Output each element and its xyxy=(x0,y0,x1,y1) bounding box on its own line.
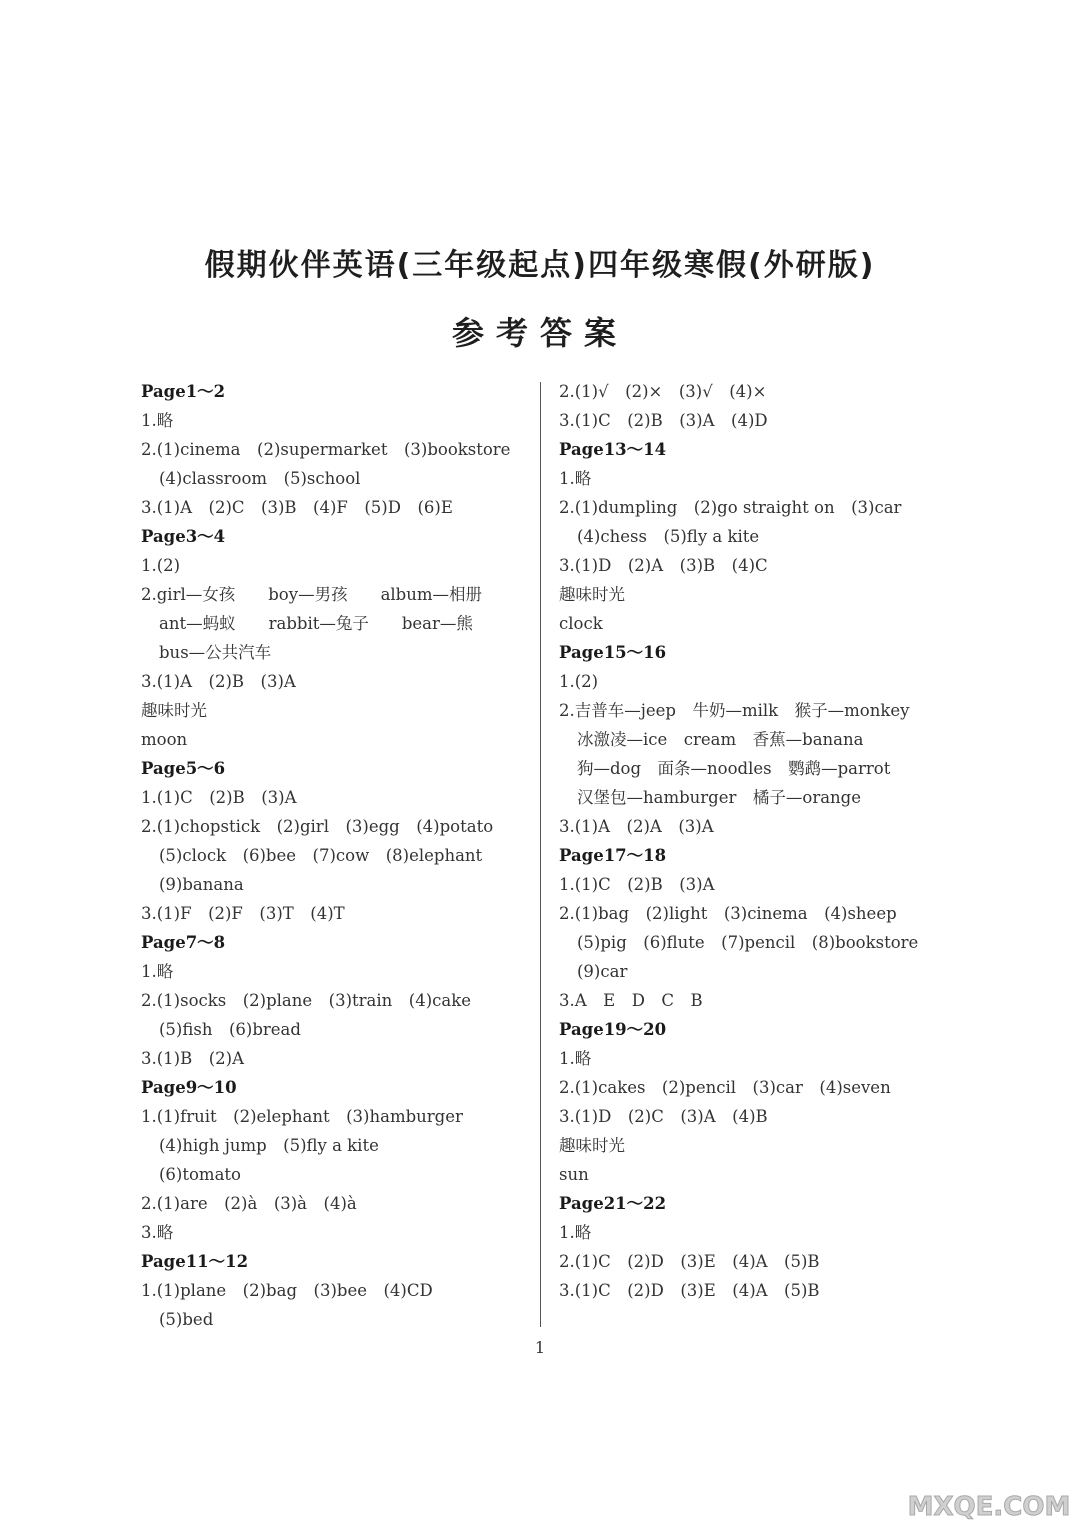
section-heading: Page17～18 xyxy=(559,846,667,865)
answer-line: 2.(1)bag (2)light (3)cinema (4)sheep xyxy=(559,904,897,923)
answer-line: 3.A E D C B xyxy=(559,991,703,1010)
answer-line: 2.girl—女孩 boy—男孩 album—相册 xyxy=(141,585,483,604)
answer-line: 2.(1)chopstick (2)girl (3)egg (4)potato xyxy=(141,817,494,836)
section-heading: Page5～6 xyxy=(141,759,226,778)
answer-line: (9)car xyxy=(577,962,628,981)
answer-line: 趣味时光 xyxy=(559,585,625,604)
answer-line: 1.略 xyxy=(559,469,592,488)
answer-line: 1.(1)plane (2)bag (3)bee (4)CD xyxy=(141,1281,433,1300)
answer-line: 1.(2) xyxy=(559,672,599,691)
answer-line: 2.(1)dumpling (2)go straight on (3)car xyxy=(559,498,902,517)
answer-line: (9)banana xyxy=(159,875,244,894)
answer-line: 1.略 xyxy=(559,1049,592,1068)
answer-line: 1.略 xyxy=(141,411,174,430)
document-subtitle: 参考答案 xyxy=(451,314,628,352)
answer-line: 1.(1)C (2)B (3)A xyxy=(559,875,715,894)
answer-line: 1.略 xyxy=(559,1223,592,1242)
section-heading: Page9～10 xyxy=(141,1078,237,1097)
answer-line: 3.(1)D (2)C (3)A (4)B xyxy=(559,1107,768,1126)
right-answer-column xyxy=(559,377,959,1305)
answer-line: 趣味时光 xyxy=(141,701,207,720)
answer-line: 1.(2) xyxy=(141,556,181,575)
document-title: 假期伙伴英语(三年级起点)四年级寒假(外研版) xyxy=(204,248,876,283)
section-heading: Page7～8 xyxy=(141,933,226,952)
answer-line: (5)pig (6)flute (7)pencil (8)bookstore xyxy=(577,933,919,952)
answer-line: (5)clock (6)bee (7)cow (8)elephant xyxy=(159,846,483,865)
answer-line: 趣味时光 xyxy=(559,1136,625,1155)
page-number: 1 xyxy=(534,1338,546,1357)
answer-line: 3.(1)C (2)B (3)A (4)D xyxy=(559,411,768,430)
section-heading: Page19～20 xyxy=(559,1020,667,1039)
watermark-logo xyxy=(898,1415,1080,1527)
answer-line: (4)high jump (5)fly a kite xyxy=(159,1136,379,1155)
column-divider xyxy=(540,382,541,1327)
answer-line: (5)bed xyxy=(159,1310,214,1329)
section-heading: Page11～12 xyxy=(141,1252,249,1271)
answer-line: 狗—dog 面条—noodles 鹦鹉—parrot xyxy=(577,759,891,778)
answer-line: 2.(1)cinema (2)supermarket (3)bookstore xyxy=(141,440,511,459)
answer-line: (4)chess (5)fly a kite xyxy=(577,527,760,546)
answer-line: 2.(1)socks (2)plane (3)train (4)cake xyxy=(141,991,472,1010)
answer-line: 1.(1)C (2)B (3)A xyxy=(141,788,297,807)
answer-line: 3.略 xyxy=(141,1223,174,1242)
answer-line: 3.(1)C (2)D (3)E (4)A (5)B xyxy=(559,1281,820,1300)
answer-line: (4)classroom (5)school xyxy=(159,469,361,488)
answer-line: 2.(1)are (2)à (3)à (4)à xyxy=(141,1194,357,1213)
section-heading: Page13～14 xyxy=(559,440,667,459)
answer-line: 3.(1)F (2)F (3)T (4)T xyxy=(141,904,345,923)
answer-line: sun xyxy=(559,1165,589,1184)
section-heading: Page21～22 xyxy=(559,1194,667,1213)
answer-line: 3.(1)A (2)A (3)A xyxy=(559,817,714,836)
answer-line: 2.(1)C (2)D (3)E (4)A (5)B xyxy=(559,1252,820,1271)
section-heading: Page15～16 xyxy=(559,643,667,662)
section-heading: Page1～2 xyxy=(141,382,226,401)
answer-line: moon xyxy=(141,730,188,749)
answer-line: 3.(1)B (2)A xyxy=(141,1049,245,1068)
answer-line: (5)fish (6)bread xyxy=(159,1020,301,1039)
answer-line: ant—蚂蚁 rabbit—兔子 bear—熊 xyxy=(159,614,473,633)
answer-line: 3.(1)D (2)A (3)B (4)C xyxy=(559,556,768,575)
section-heading: Page3～4 xyxy=(141,527,226,546)
answer-line: 2.(1)√ (2)× (3)√ (4)× xyxy=(559,382,767,401)
answer-line: 2.吉普车—jeep 牛奶—milk 猴子—monkey xyxy=(559,701,910,720)
answer-line: 1.(1)fruit (2)elephant (3)hamburger xyxy=(141,1107,463,1126)
left-answer-column xyxy=(141,377,526,1334)
answer-line: clock xyxy=(559,614,603,633)
answer-line: 2.(1)cakes (2)pencil (3)car (4)seven xyxy=(559,1078,891,1097)
answer-line: 冰激凌—ice cream 香蕉—banana xyxy=(577,730,864,749)
answer-line: 1.略 xyxy=(141,962,174,981)
answer-line: 汉堡包—hamburger 橘子—orange xyxy=(577,788,862,807)
answer-line: bus—公共汽车 xyxy=(159,643,272,662)
answer-line: 3.(1)A (2)B (3)A xyxy=(141,672,296,691)
answer-line: 3.(1)A (2)C (3)B (4)F (5)D (6)E xyxy=(141,498,453,517)
watermark-domain: MXQE.COM xyxy=(907,1492,1071,1522)
answer-line: (6)tomato xyxy=(159,1165,241,1184)
